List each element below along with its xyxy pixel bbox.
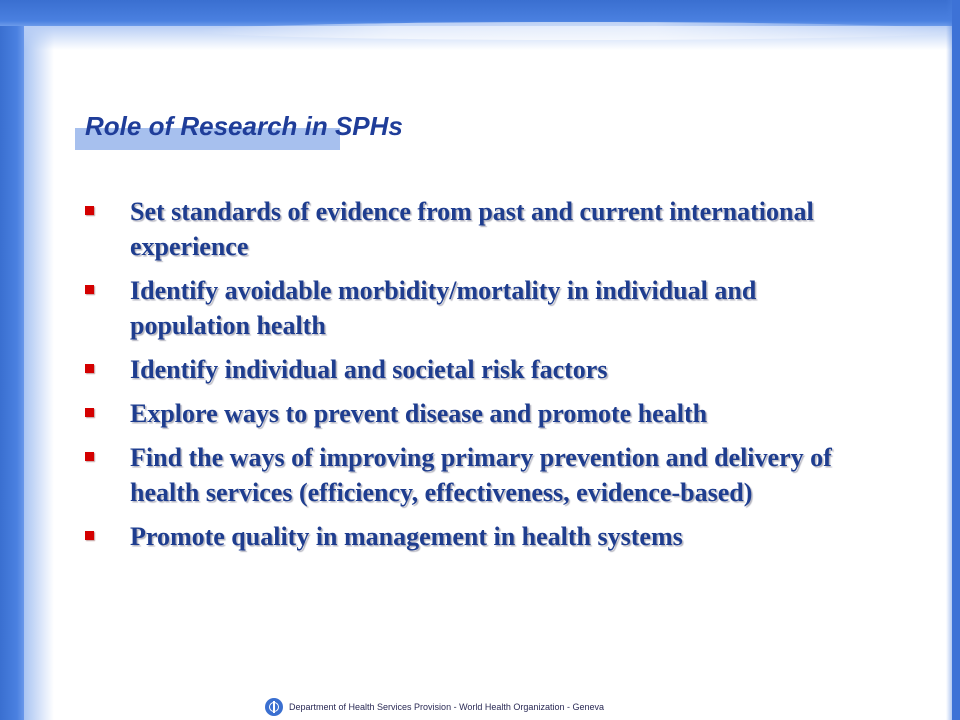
bullet-text: Identify individual and societal risk factors (130, 355, 608, 384)
square-bullet-icon (85, 452, 94, 461)
square-bullet-icon (85, 364, 94, 373)
bullet-item (84, 273, 864, 343)
top-border-highlight (200, 22, 960, 40)
square-bullet-icon (85, 408, 94, 417)
bullet-text: Find the ways of improving primary prevention and delivery of health services (efficiency, effectiveness, evidence-based) (130, 443, 832, 507)
bullet-item (84, 194, 864, 264)
bullet-item (84, 519, 864, 554)
slide-footer (265, 697, 604, 717)
slide-title: Role of Research in SPHs (85, 111, 403, 141)
left-border-gradient (24, 0, 54, 720)
bullet-text: Promote quality in management in health systems (130, 522, 683, 551)
bullet-item (84, 396, 864, 431)
square-bullet-icon (85, 285, 94, 294)
square-bullet-icon (85, 206, 94, 215)
bullet-item (84, 352, 864, 387)
right-blue-border (952, 0, 960, 720)
bullet-text: Identify avoidable morbidity/mortality in individual and population health (130, 276, 757, 340)
bullet-text: Explore ways to prevent disease and promote health (130, 399, 708, 428)
bullet-item (84, 440, 864, 510)
bullet-text: Set standards of evidence from past and current international experience (130, 197, 814, 261)
footer-text: Department of Health Services Provision - World Health Organization - Geneva (289, 702, 604, 712)
square-bullet-icon (85, 531, 94, 540)
left-blue-border (0, 0, 24, 720)
who-emblem-icon (265, 698, 283, 716)
bullet-list (84, 194, 864, 563)
